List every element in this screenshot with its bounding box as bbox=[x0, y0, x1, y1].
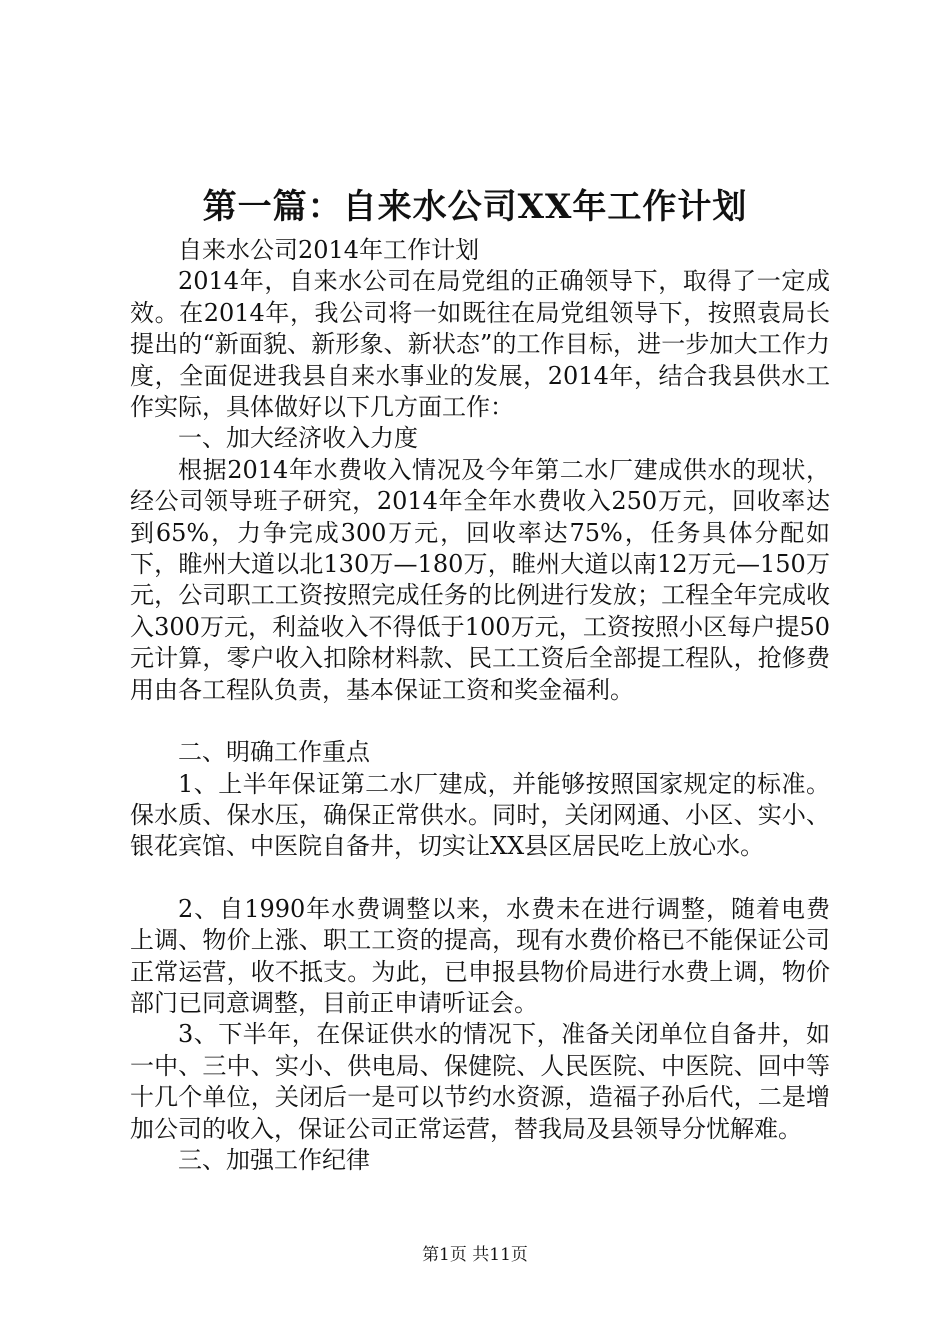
focus-item-1-paragraph: 1、上半年保证第二水厂建成，并能够按照国家规定的标准。保水质、保水压，确保正常供水。同时，关闭网通、小区、实小、银花宾馆、中医院自备井，切实让XX县区居民吃上放心水。 bbox=[130, 769, 830, 861]
document-title: 第一篇：自来水公司XX年工作计划 bbox=[202, 187, 748, 227]
focus-item-2-paragraph: 2、自1990年水费调整以来，水费未在进行调整，随着电费上调、物价上涨、职工工资的提高，现有水费价格已不能保证公司正常运营，收不抵支。为此，已申报县物价局进行水费上调，物价部门已同意调整，目前正申请听证会。 bbox=[130, 894, 830, 1017]
revenue-paragraph: 根据2014年水费收入情况及今年第二水厂建成供水的现状，经公司领导班子研究，2014年全年水费收入250万元，回收率达到65%，力争完成300万元，回收率达75%，任务具体分配如下，睢州大道以北130万—180万，睢州大道以南12万元—150万元，公司职工工资按照完成任务的比例进行发放；工程全年完成收入300万元，利益收入不得低于100万元，工资按照小区每户提50元计算，零户收入扣除材料款、民工工资后全部提工程队，抢修费用由各工程队负责，基本保证工资和奖金福利。 bbox=[130, 455, 830, 704]
document-body bbox=[130, 235, 830, 1176]
section-heading-1: 一、加大经济收入力度 bbox=[178, 424, 418, 453]
section-heading-2: 二、明确工作重点 bbox=[178, 738, 370, 767]
plan-subtitle-paragraph: 自来水公司2014年工作计划 bbox=[178, 236, 480, 264]
focus-item-3-paragraph: 3、下半年，在保证供水的情况下，准备关闭单位自备井，如一中、三中、实小、供电局、保健院、人民医院、中医院、回中等十几个单位，关闭后一是可以节约水资源，造福子孙后代，二是增加公司的收入，保证公司正常运营，替我局及县领导分忧解难。 bbox=[130, 1020, 830, 1143]
section-heading-3: 三、加强工作纪律 bbox=[178, 1145, 370, 1174]
intro-paragraph: 2014年，自来水公司在局党组的正确领导下，取得了一定成效。在2014年，我公司将一如既往在局党组领导下，按照袁局长提出的“新面貌、新形象、新状态”的工作目标，进一步加大工作力度，全面促进我县自来水事业的发展，2014年，结合我县供水工作实际，具体做好以下几方面工作： bbox=[130, 267, 830, 422]
page-footer: 第1页 共11页 bbox=[422, 1245, 528, 1265]
